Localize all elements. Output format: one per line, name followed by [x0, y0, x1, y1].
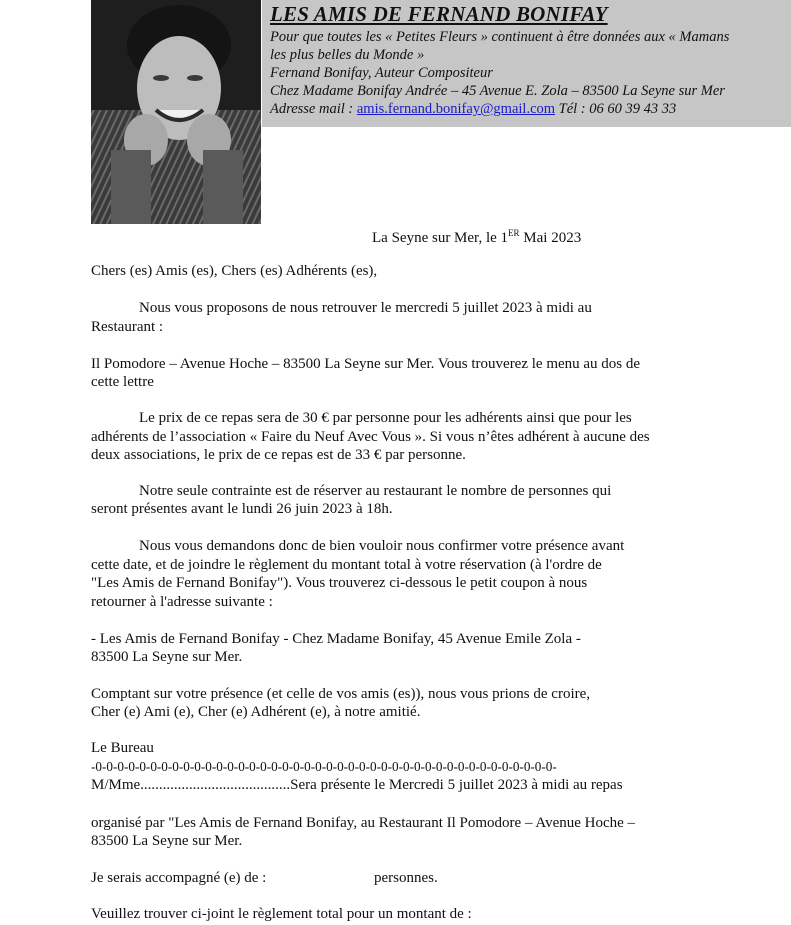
payment-line: Veuillez trouver ci-joint le règlement total pour un montant de : — [91, 906, 472, 922]
association-title: LES AMIS DE FERNAND BONIFAY — [270, 2, 608, 26]
signature: Le Bureau — [91, 740, 154, 756]
accompanied-suffix: personnes. — [374, 870, 438, 886]
portrait-photo — [91, 0, 261, 224]
closing-line-1: Comptant sur votre présence (et celle de vos amis (es)), nous vous prions de croire, — [91, 686, 591, 702]
header-contact — [270, 100, 676, 118]
coupon-line-1: M/Mme........................................Sera présente le Mercredi 5 juillet 2023 à midi au repas — [91, 777, 623, 793]
header-slogan-line1: Pour que toutes les « Petites Fleurs » continuent à être données aux « Mamans — [270, 29, 730, 45]
coupon-separator: -0-0-0-0-0-0-0-0-0-0-0-0-0-0-0-0-0-0-0-0-0-0-0-0-0-0-0-0-0-0-0-0-0-0-0-0-0-0-0-0-0-0- — [91, 759, 557, 774]
return-address-line-1: - Les Amis de Fernand Bonifay - Chez Madame Bonifay, 45 Avenue Emile Zola - — [91, 631, 581, 647]
email-link[interactable]: amis.fernand.bonifay@gmail.com — [356, 101, 556, 117]
paragraph-5-line-1: Nous vous demandons donc de bien vouloir nous confirmer votre présence avant — [139, 538, 625, 554]
paragraph-3-line-2: adhérents de l’association « Faire du Neuf Avec Vous ». Si vous n’êtes adhérent à aucune des — [91, 429, 650, 445]
phone-number: Tél : 06 60 39 43 33 — [555, 101, 677, 117]
paragraph-2-line-2: cette lettre — [91, 374, 154, 390]
paragraph-5-line-2: cette date, et de joindre le règlement du montant total à votre réservation (à l'ordre de — [91, 557, 602, 573]
closing-line-2: Cher (e) Ami (e), Cher (e) Adhérent (e), à notre amitié. — [91, 704, 421, 720]
paragraph-4-line-1: Notre seule contrainte est de réserver au restaurant le nombre de personnes qui — [139, 483, 612, 499]
paragraph-2-line-1: Il Pomodore – Avenue Hoche – 83500 La Seyne sur Mer. Vous trouverez le menu au dos de — [91, 356, 641, 372]
email-label: Adresse mail : — [270, 101, 357, 117]
paragraph-3-line-3: deux associations, le prix de ce repas est de 33 € par personne. — [91, 447, 466, 463]
paragraph-4-line-2: seront présentes avant le lundi 26 juin 2023 à 18h. — [91, 501, 393, 517]
header-author: Fernand Bonifay, Auteur Compositeur — [270, 65, 493, 81]
greeting: Chers (es) Amis (es), Chers (es) Adhérents (es), — [91, 263, 378, 279]
header-address: Chez Madame Bonifay Andrée – 45 Avenue E. Zola – 83500 La Seyne sur Mer — [270, 83, 725, 99]
paragraph-1-line-1: Nous vous proposons de nous retrouver le mercredi 5 juillet 2023 à midi au — [139, 300, 592, 316]
paragraph-1-line-2: Restaurant : — [91, 319, 164, 335]
paragraph-5-line-4: retourner à l'adresse suivante : — [91, 594, 273, 610]
coupon-line-2: organisé par "Les Amis de Fernand Bonifay, au Restaurant Il Pomodore – Avenue Hoche – — [91, 815, 636, 831]
accompanied-label: Je serais accompagné (e) de : — [91, 870, 267, 886]
coupon-line-3: 83500 La Seyne sur Mer. — [91, 833, 243, 849]
letter-date: La Seyne sur Mer, le 1ER Mai 2023 — [372, 228, 582, 246]
paragraph-5-line-3: "Les Amis de Fernand Bonifay"). Vous trouverez ci-dessous le petit coupon à nous — [91, 575, 588, 591]
paragraph-3-line-1: Le prix de ce repas sera de 30 € par personne pour les adhérents ainsi que pour les — [139, 410, 632, 426]
return-address-line-2: 83500 La Seyne sur Mer. — [91, 649, 243, 665]
header-slogan-line2: les plus belles du Monde » — [270, 47, 425, 63]
